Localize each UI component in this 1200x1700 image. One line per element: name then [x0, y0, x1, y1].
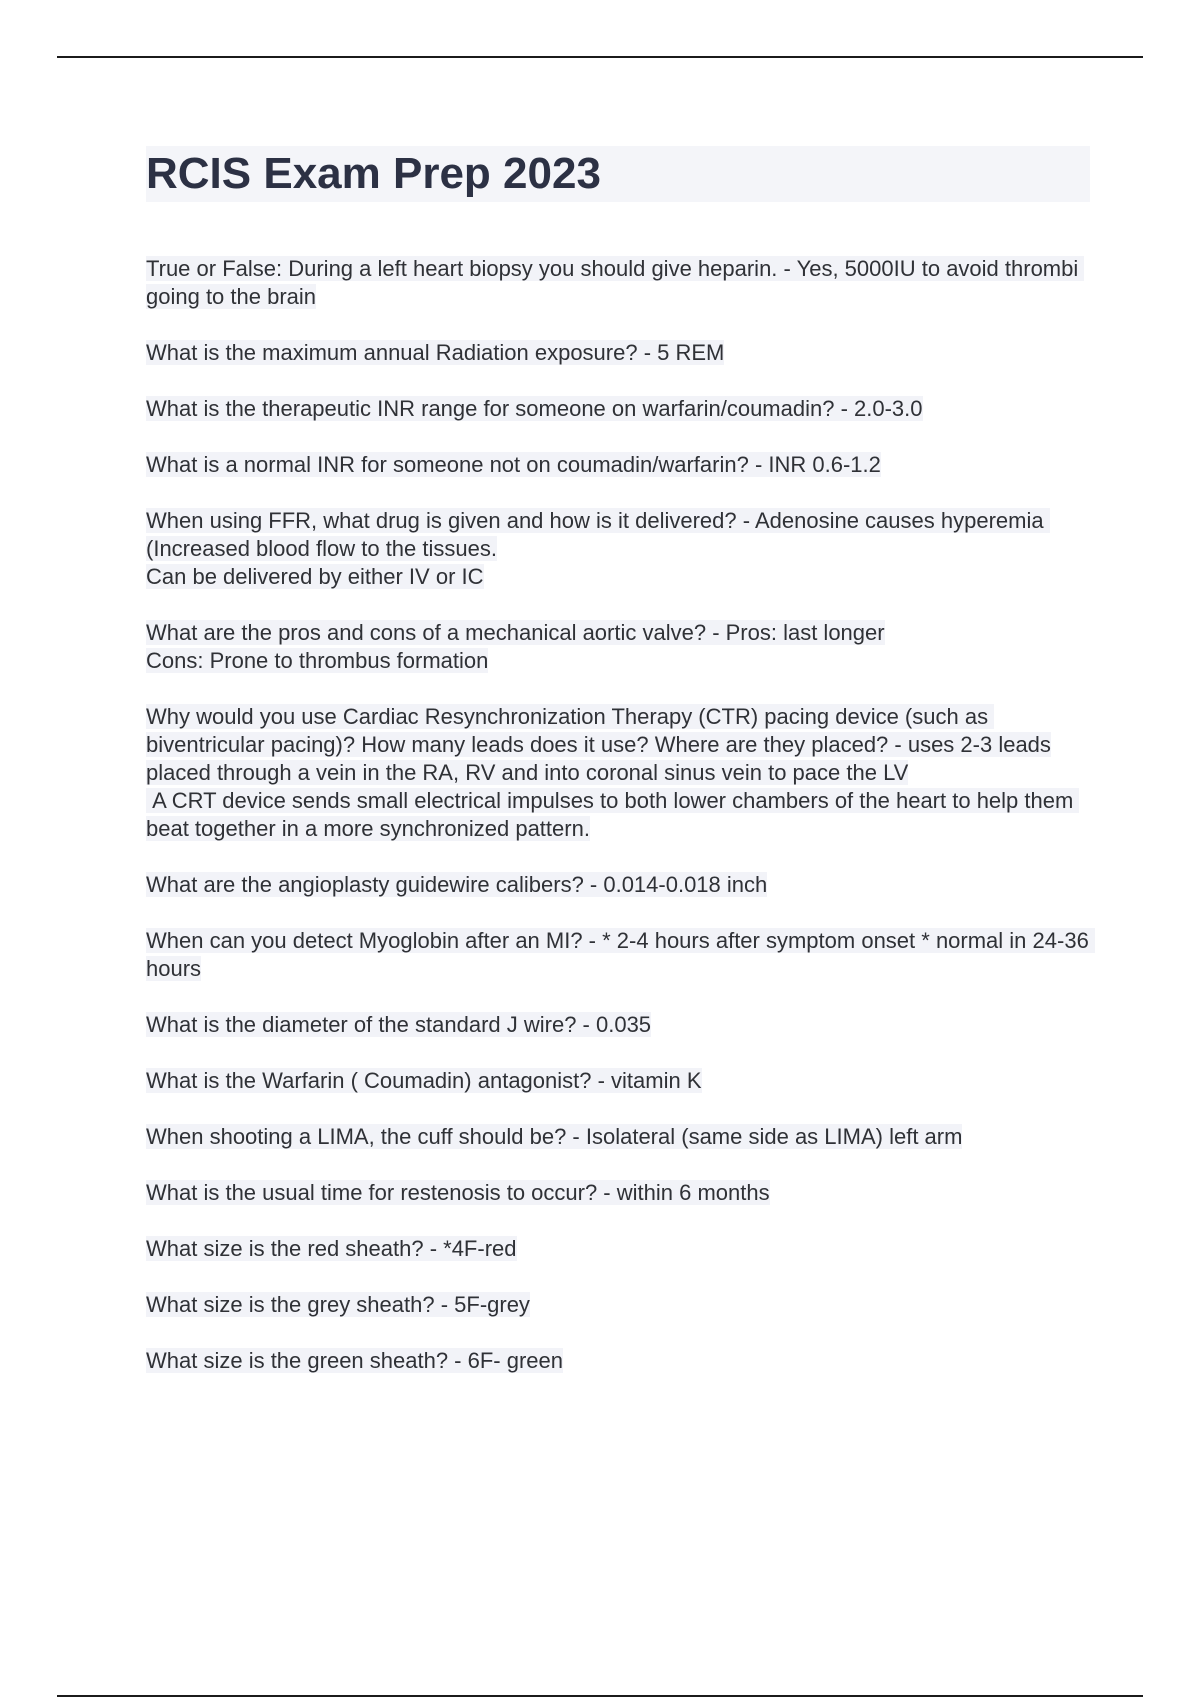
- qa-text: What is a normal INR for someone not on coumadin/warfarin? - INR 0.6-1.2: [146, 452, 881, 477]
- qa-item: [146, 703, 1090, 843]
- document-body: [146, 146, 1095, 1403]
- qa-line: [146, 871, 1090, 899]
- qa-line: [146, 1067, 1090, 1095]
- qa-line: [146, 339, 1090, 367]
- qa-text: What size is the grey sheath? - 5F-grey: [146, 1292, 530, 1317]
- top-rule: [57, 56, 1143, 58]
- qa-line: [146, 395, 1090, 423]
- qa-text: What are the angioplasty guidewire calibers? - 0.014-0.018 inch: [146, 872, 768, 897]
- qa-text: When shooting a LIMA, the cuff should be? - Isolateral (same side as LIMA) left arm: [146, 1124, 963, 1149]
- qa-item: [146, 255, 1090, 311]
- qa-line: [146, 451, 1090, 479]
- qa-line: [146, 759, 1090, 787]
- qa-item: [146, 1179, 1090, 1207]
- qa-item: [146, 1347, 1090, 1375]
- qa-line: [146, 507, 1090, 563]
- qa-text: What is the usual time for restenosis to occur? - within 6 months: [146, 1180, 770, 1205]
- qa-text: When using FFR, what drug is given and how is it delivered? - Adenosine causes hyperemia (Increased blood flow to the tissues.: [146, 508, 1050, 561]
- qa-text: What is the Warfarin ( Coumadin) antagonist? - vitamin K: [146, 1068, 702, 1093]
- qa-text: Why would you use Cardiac Resynchronization Therapy (CTR) pacing device (such as biventricular pacing)? How many leads does it use? Where are they placed? - uses 2-3 leads: [146, 704, 1051, 757]
- qa-item: [146, 871, 1090, 899]
- qa-item: [146, 507, 1090, 591]
- qa-line: [146, 1011, 1090, 1039]
- qa-text: True or False: During a left heart biopsy you should give heparin. - Yes, 5000IU to avoid thrombi going to the brain: [146, 256, 1085, 309]
- qa-text: Cons: Prone to thrombus formation: [146, 648, 489, 673]
- qa-text: What is the maximum annual Radiation exposure? - 5 REM: [146, 340, 725, 365]
- document-title: RCIS Exam Prep 2023: [146, 149, 601, 198]
- qa-line: [146, 1347, 1090, 1375]
- qa-line: [146, 787, 1090, 843]
- qa-item: [146, 927, 1095, 983]
- qa-text: placed through a vein in the RA, RV and into coronal sinus vein to pace the LV: [146, 760, 909, 785]
- qa-item: [146, 339, 1090, 367]
- bottom-rule: [57, 1695, 1143, 1697]
- qa-text: What are the pros and cons of a mechanical aortic valve? - Pros: last longer: [146, 620, 885, 645]
- qa-item: [146, 1123, 1090, 1151]
- qa-line: [146, 1291, 1090, 1319]
- qa-item: [146, 619, 1090, 675]
- qa-line: [146, 1235, 1090, 1263]
- qa-text: A CRT device sends small electrical impulses to both lower chambers of the heart to help them beat together in a more synchronized pattern.: [146, 788, 1080, 841]
- qa-line: [146, 619, 1090, 647]
- qa-text: When can you detect Myoglobin after an MI? - * 2-4 hours after symptom onset * normal in 24-36 hours: [146, 928, 1095, 981]
- qa-text: Can be delivered by either IV or IC: [146, 564, 484, 589]
- qa-line: [146, 703, 1090, 759]
- qa-line: [146, 1123, 1090, 1151]
- qa-item: [146, 451, 1090, 479]
- qa-line: [146, 255, 1090, 311]
- qa-item: [146, 1235, 1090, 1263]
- qa-line: [146, 563, 1090, 591]
- qa-text: What is the diameter of the standard J wire? - 0.035: [146, 1012, 652, 1037]
- qa-item: [146, 1067, 1090, 1095]
- qa-list: [146, 255, 1095, 1375]
- qa-text: What size is the green sheath? - 6F- green: [146, 1348, 563, 1373]
- qa-line: [146, 647, 1090, 675]
- qa-line: [146, 1179, 1090, 1207]
- qa-item: [146, 1011, 1090, 1039]
- qa-text: What size is the red sheath? - *4F-red: [146, 1236, 517, 1261]
- qa-line: [146, 927, 1095, 983]
- qa-item: [146, 1291, 1090, 1319]
- title-block: [146, 146, 1090, 202]
- qa-item: [146, 395, 1090, 423]
- qa-text: What is the therapeutic INR range for someone on warfarin/coumadin? - 2.0-3.0: [146, 396, 923, 421]
